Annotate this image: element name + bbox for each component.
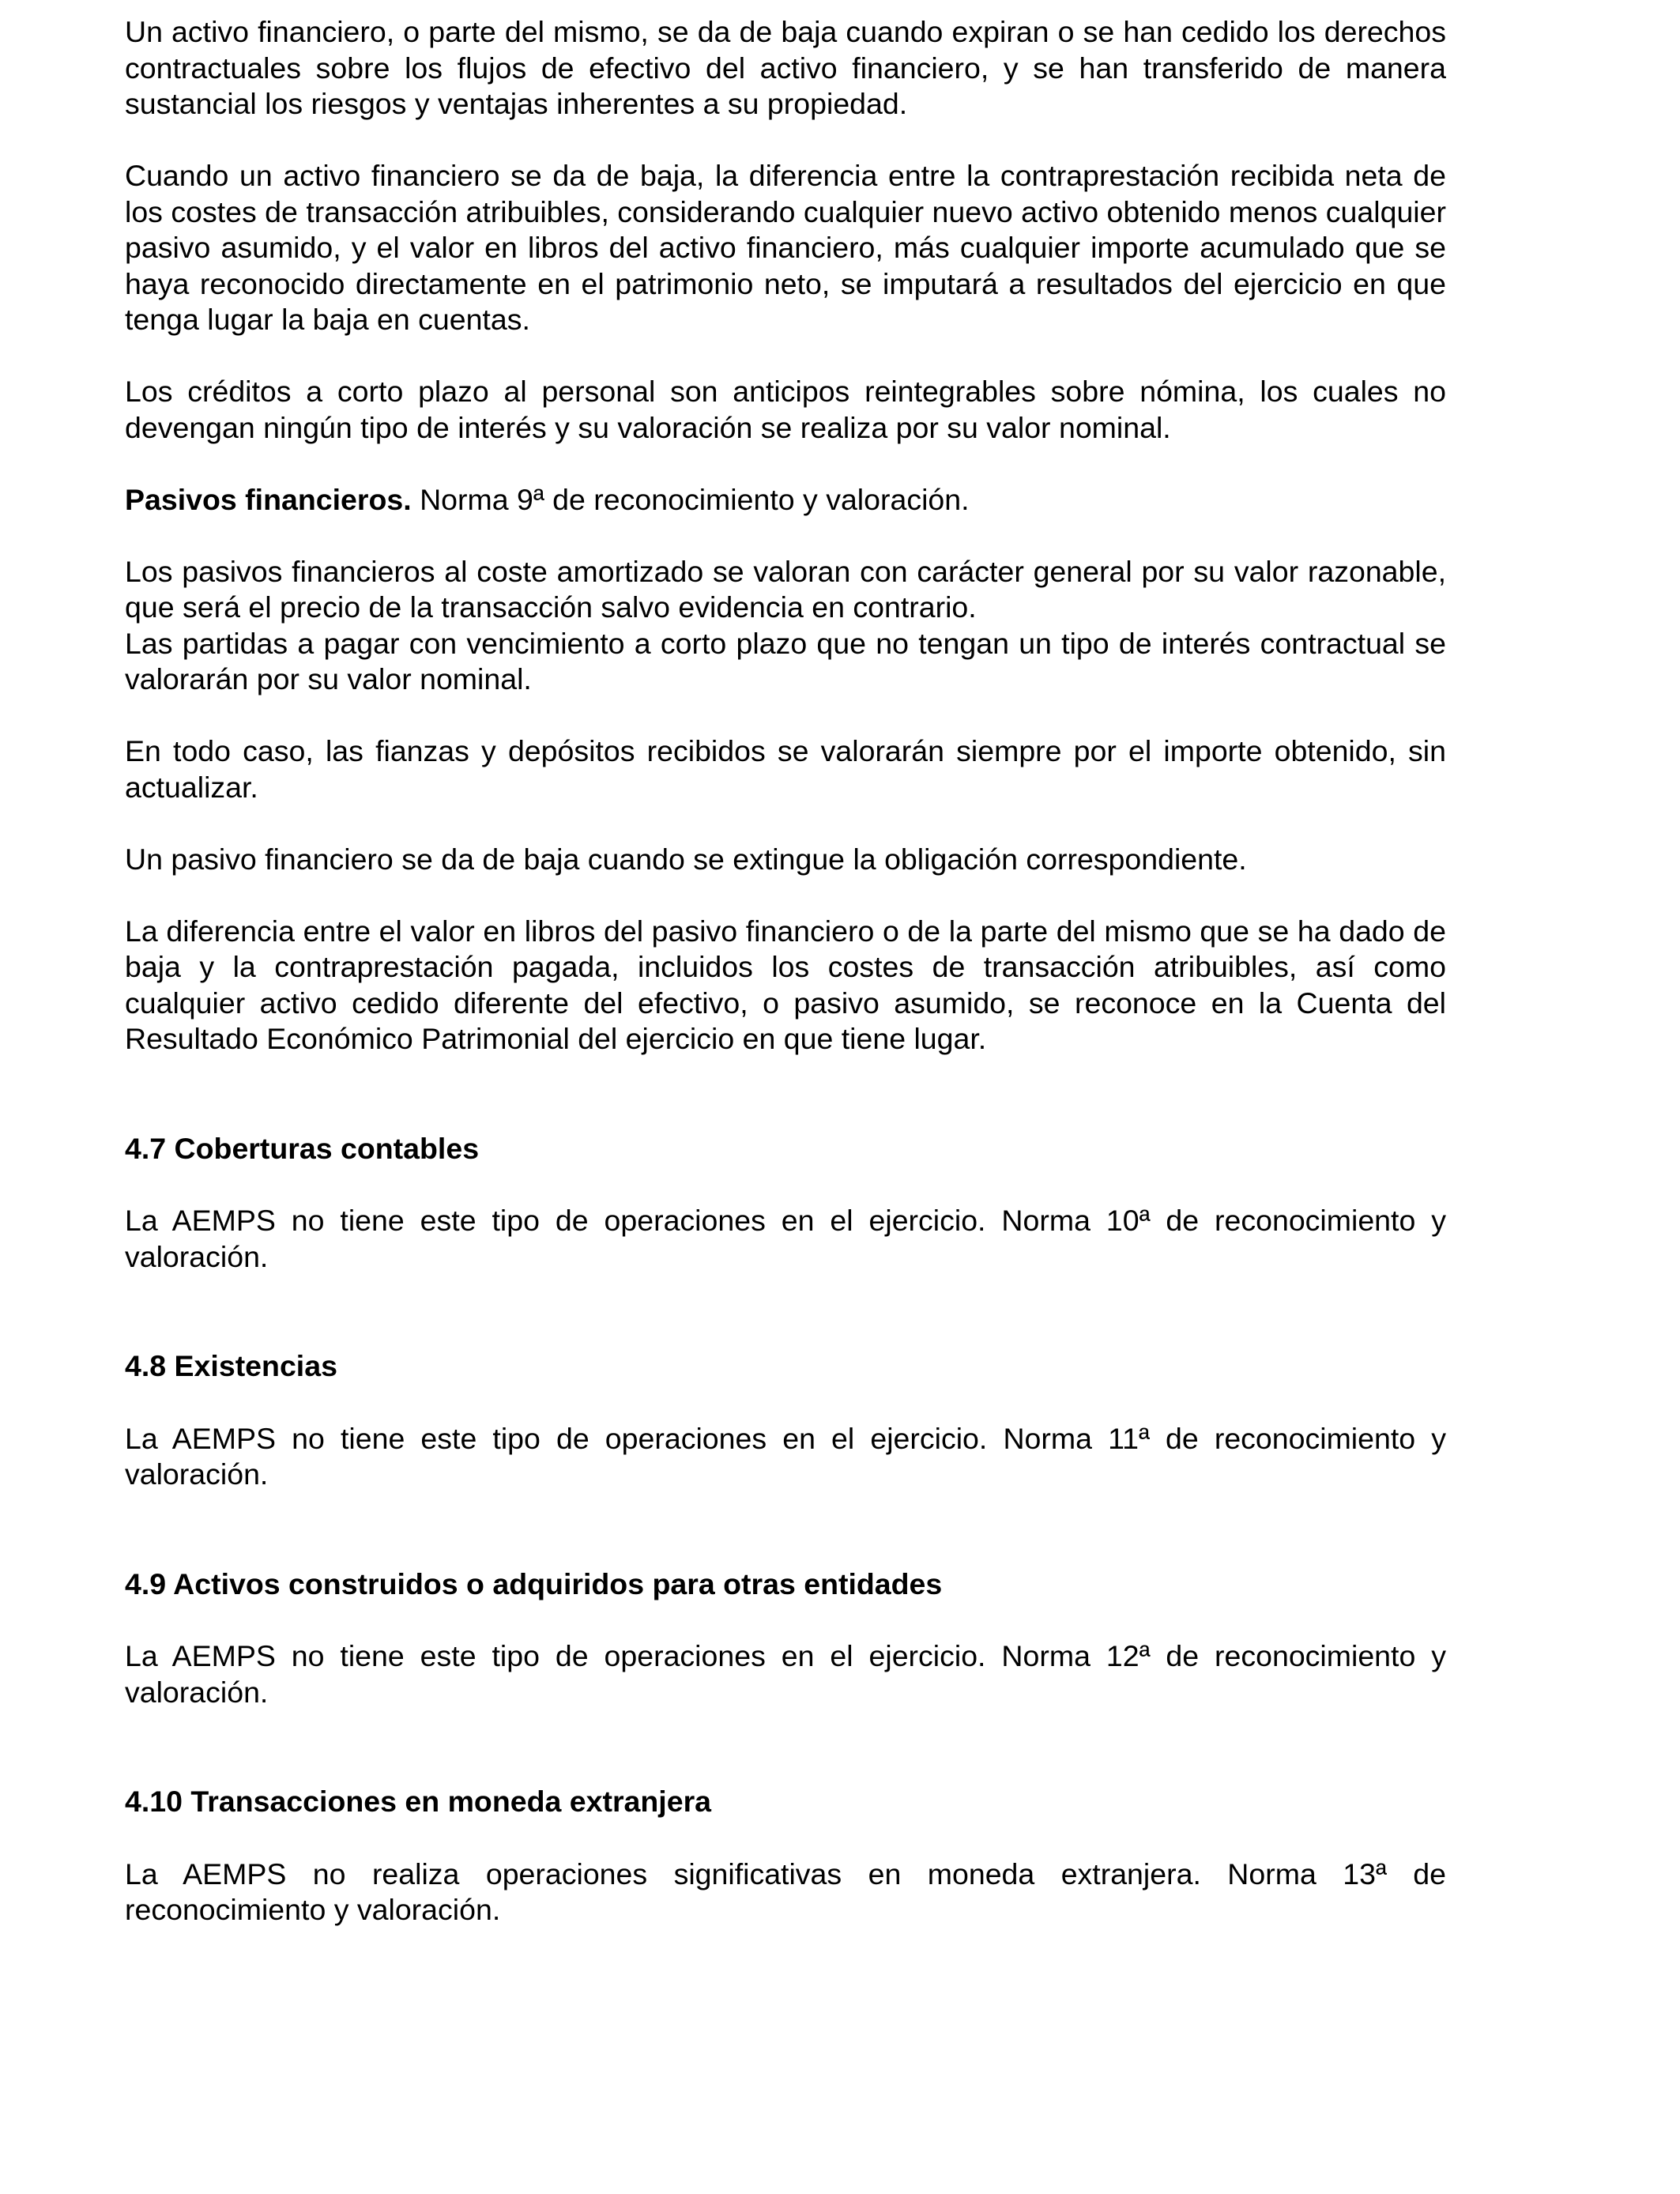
section-body: La AEMPS no tiene este tipo de operaciones en el ejercicio. Norma 11ª de reconocimiento y valoración. (125, 1421, 1446, 1491)
section-heading: 4.10 Transacciones en moneda extranjera (125, 1785, 712, 1818)
pasivos-financieros-norma: Norma 9ª de reconocimiento y valoración. (411, 482, 970, 516)
paragraph-partidas-pagar: Las partidas a pagar con vencimiento a corto plazo que no tengan un tipo de interés contractual se valorarán por su valor nominal. (125, 626, 1446, 696)
paragraph-baja-pasivo: Un pasivo financiero se da de baja cuando se extingue la obligación correspondiente. (125, 842, 1247, 876)
section-activos-construidos (125, 1566, 1446, 1711)
paragraph-diferencia-activo: Cuando un activo financiero se da de baja, la diferencia entre la contraprestación recibida neta de los costes de transacción atribuibles, considerando cualquier nuevo activo obtenido menos cualquier pasivo asumido, y el valor en libros del activo financiero, más cualquier importe acumulado que se haya reconocido directamente en el patrimonio neto, se imputará a resultados del ejercicio en que tenga lugar la baja en cuentas. (125, 159, 1446, 336)
paragraph-diferencia-pasivo: La diferencia entre el valor en libros del pasivo financiero o de la parte del mismo que se ha dado de baja y la contraprestación pagada, incluidos los costes de transacción atribuibles, así como cualquier activo cedido diferente del efectivo, o pasivo asumido, se reconoce en la Cuenta del Resultado Económico Patrimonial del ejercicio en que tiene lugar. (125, 914, 1446, 1055)
section-body: La AEMPS no tiene este tipo de operaciones en el ejercicio. Norma 12ª de reconocimiento y valoración. (125, 1639, 1446, 1709)
paragraph-baja-activo: Un activo financiero, o parte del mismo, se da de baja cuando expiran o se han cedido los derechos contractuales sobre los flujos de efectivo del activo financiero, y se han transferido de manera sustancial los riesgos y ventajas inherentes a su propiedad. (125, 15, 1446, 120)
section-body: La AEMPS no realiza operaciones significativas en moneda extranjera. Norma 13ª de reconocimiento y valoración. (125, 1857, 1446, 1926)
section-body: La AEMPS no tiene este tipo de operaciones en el ejercicio. Norma 10ª de reconocimiento y valoración. (125, 1204, 1446, 1273)
paragraph-creditos-personal: Los créditos a corto plazo al personal son anticipos reintegrables sobre nómina, los cuales no devengan ningún tipo de interés y su valoración se realiza por su valor nominal. (125, 375, 1446, 444)
paragraph-coste-amortizado: Los pasivos financieros al coste amortizado se valoran con carácter general por su valor razonable, que será el precio de la transacción salvo evidencia en contrario. (125, 554, 1446, 624)
section-heading: 4.8 Existencias (125, 1349, 337, 1382)
section-existencias (125, 1348, 1446, 1493)
document-body (125, 14, 1446, 1928)
paragraph-pasivos-financieros (125, 482, 1446, 518)
section-heading: 4.7 Coberturas contables (125, 1131, 480, 1165)
pasivos-financieros-label: Pasivos financieros. (125, 482, 412, 516)
section-moneda-extranjera (125, 1784, 1446, 1928)
section-heading: 4.9 Activos construidos o adquiridos para otras entidades (125, 1566, 943, 1600)
paragraph-fianzas: En todo caso, las fianzas y depósitos recibidos se valorarán siempre por el importe obtenido, sin actualizar. (125, 734, 1446, 804)
section-coberturas (125, 1131, 1446, 1276)
